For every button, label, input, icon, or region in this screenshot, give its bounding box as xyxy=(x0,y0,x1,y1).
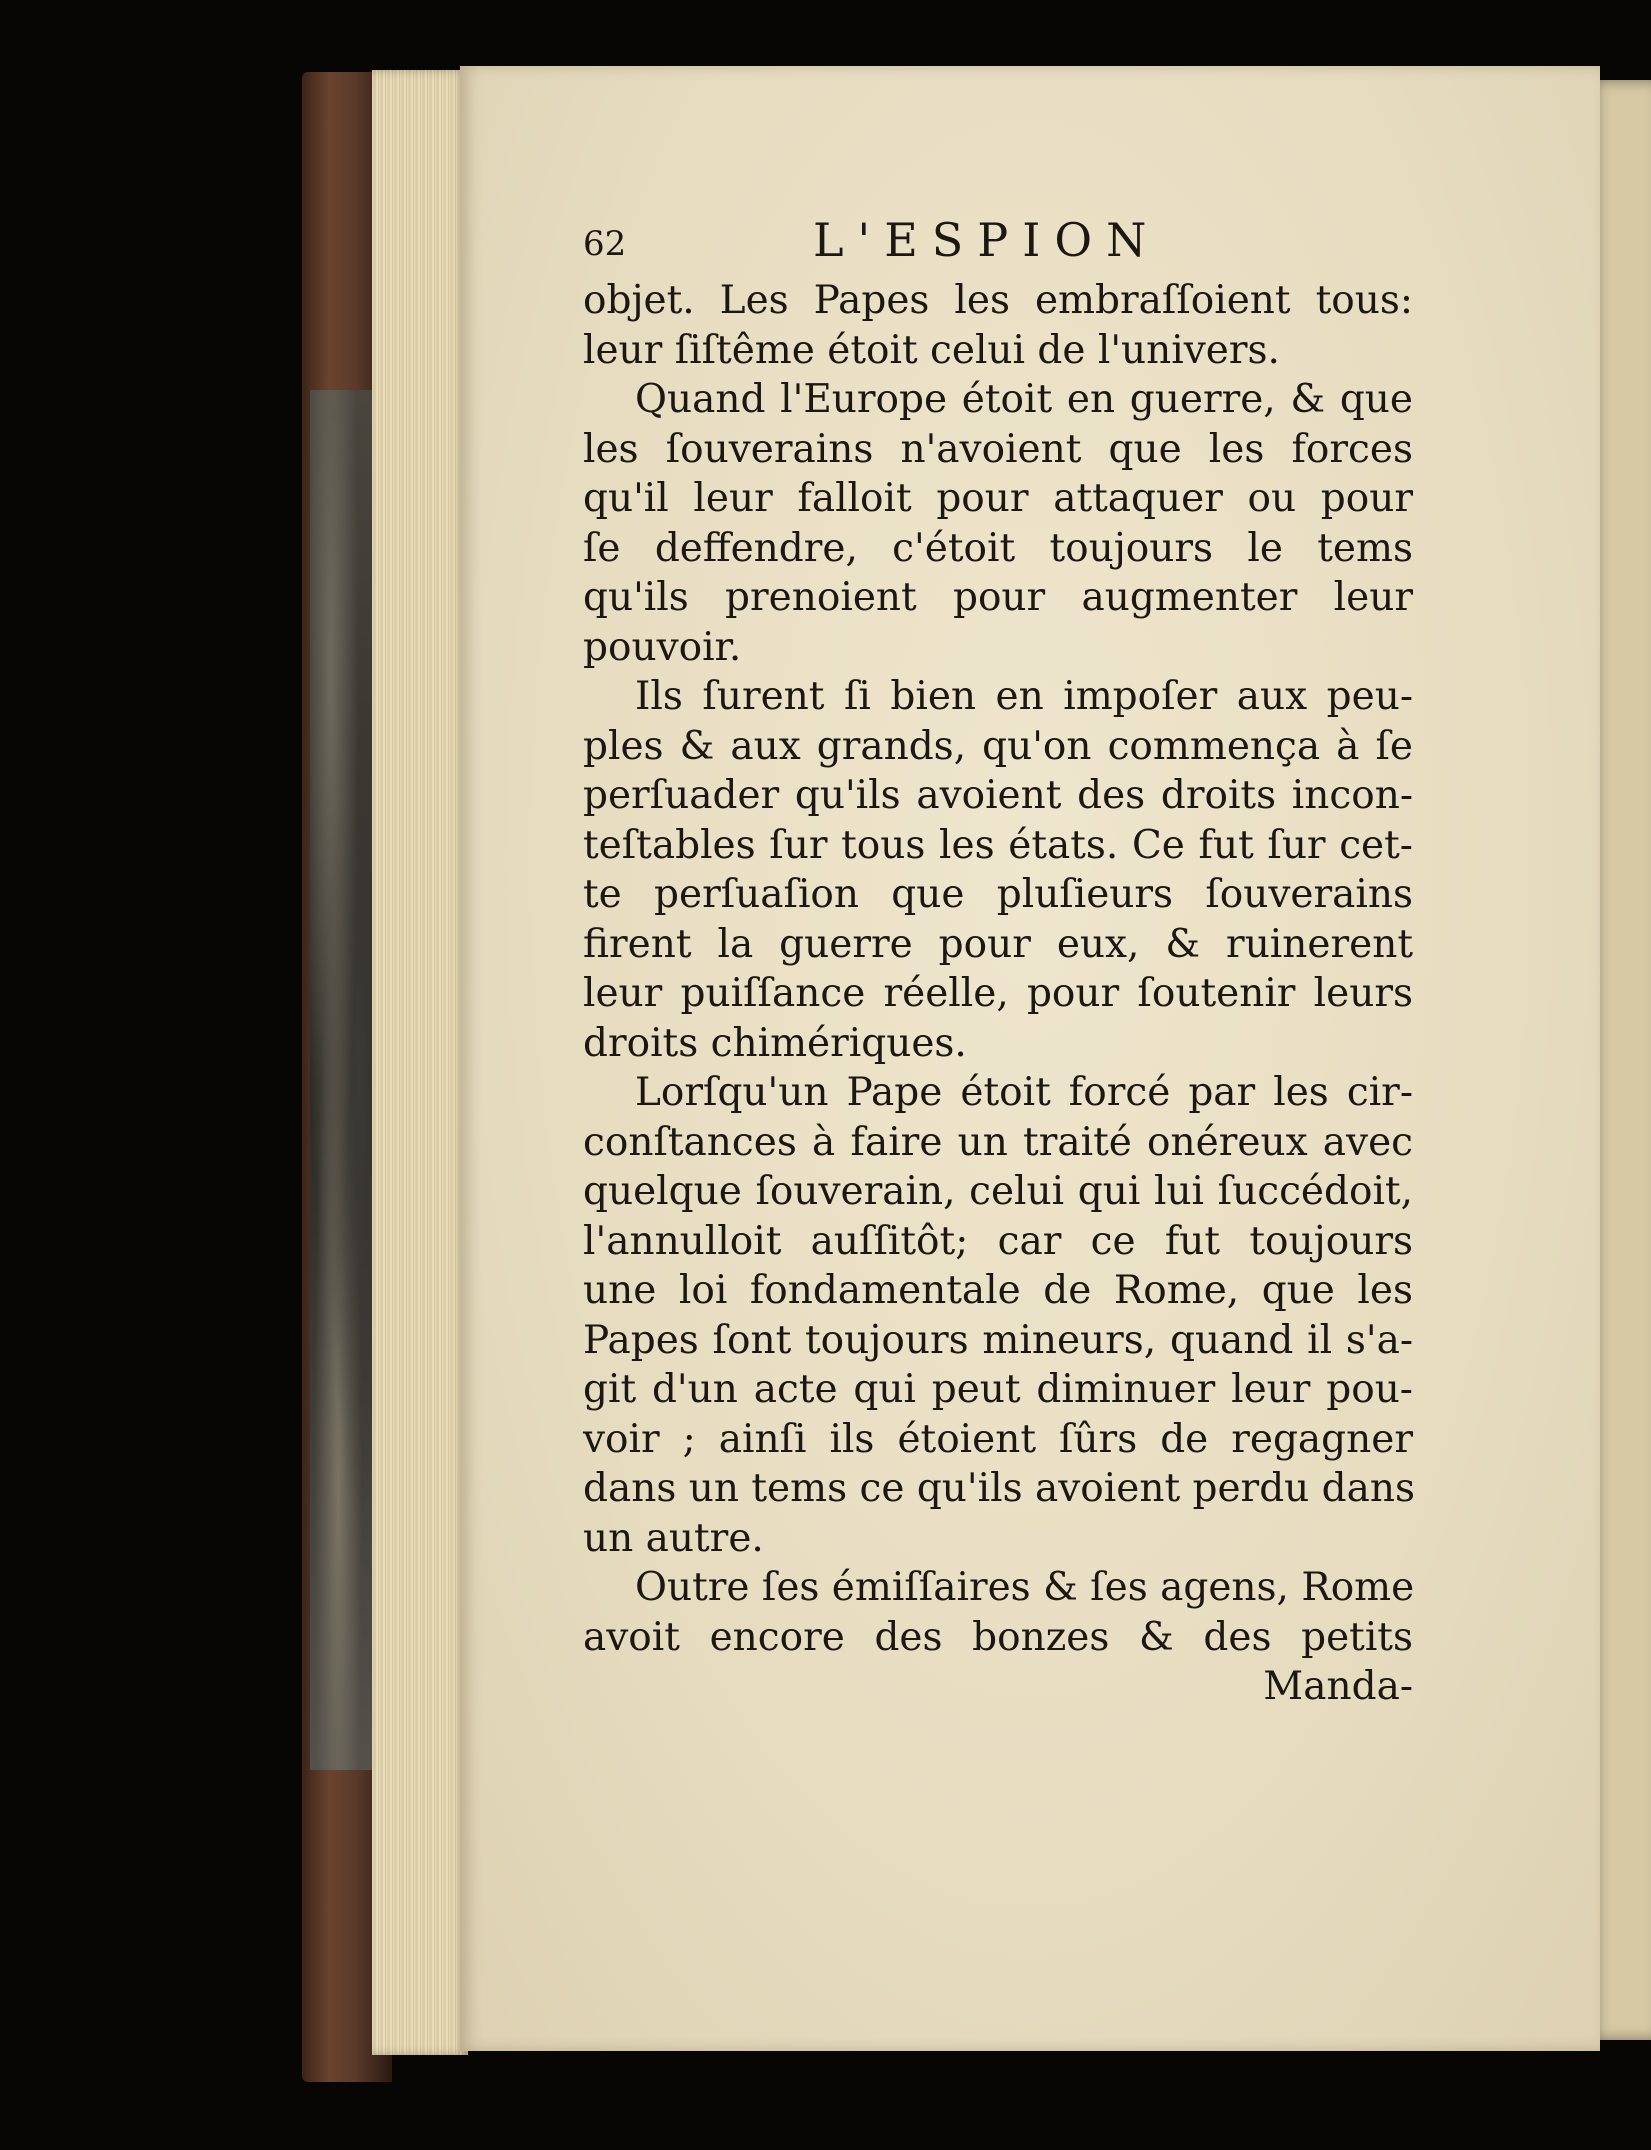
page-number: 62 xyxy=(583,224,627,264)
text-line: pouvoir. xyxy=(583,624,742,670)
marbled-endpaper xyxy=(310,390,380,1770)
text-line: qu'il leur falloit pour attaquer ou pour xyxy=(583,476,1413,521)
text-line: qu'ils prenoient pour augmenter leur xyxy=(583,575,1413,620)
catchword: Manda- xyxy=(1263,1664,1413,1709)
text-line: dans un tems ce qu'ils avoient perdu dans xyxy=(583,1466,1416,1511)
text-line: ſe deffendre, c'étoit toujours le tems xyxy=(583,525,1413,571)
text-line: Quand l'Europe étoit en guerre, & que xyxy=(635,377,1413,422)
text-line: Ils ſurent ſi bien en impoſer aux peu- xyxy=(635,674,1413,719)
text-line: voir ; ainſi ils étoient ſûrs de regagner xyxy=(583,1416,1413,1462)
text-lines xyxy=(583,276,1416,1662)
text-line: teſtables ſur tous les états. Ce fut ſur cet- xyxy=(583,822,1413,868)
text-line: droits chimériques. xyxy=(583,1020,967,1066)
text-line: ples & aux grands, qu'on commença à ſe xyxy=(583,723,1413,769)
text-line: perſuader qu'ils avoient des droits incon- xyxy=(583,773,1413,818)
text-line: te perſuaſion que pluſieurs ſouverains xyxy=(583,872,1413,917)
text-line: leur ſiſtême étoit celui de l'univers. xyxy=(583,327,1280,373)
running-title: L'ESPION xyxy=(813,213,1161,267)
text-line: Papes ſont toujours mineurs, quand il s'a- xyxy=(583,1317,1413,1363)
text-line: une loi fondamentale de Rome, que les xyxy=(583,1268,1413,1313)
text-line: les ſouverains n'avoient que les forces xyxy=(583,426,1413,472)
text-line: Outre ſes émiſſaires & ſes agens, Rome xyxy=(635,1565,1415,1610)
text-line: objet. Les Papes les embraſſoient tous: xyxy=(583,278,1413,323)
text-line: firent la guerre pour eux, & ruinerent xyxy=(583,921,1413,967)
text-line: l'annulloit auſſitôt; car ce fut toujours xyxy=(583,1218,1413,1264)
text-line: avoit encore des bonzes & des petits xyxy=(583,1614,1413,1660)
page-edges xyxy=(372,70,468,2055)
text-line: un autre. xyxy=(583,1515,764,1561)
text-line: leur puiſſance réelle, pour ſoutenir leurs xyxy=(583,971,1413,1016)
text-line: conſtances à faire un traité onéreux avec xyxy=(583,1119,1413,1165)
text-line: Lorſqu'un Pape étoit forcé par les cir- xyxy=(635,1070,1413,1115)
text-line: quelque ſouverain, celui qui lui ſuccédoit, xyxy=(583,1169,1413,1214)
page-text xyxy=(583,213,1416,1712)
running-head xyxy=(583,213,1413,276)
text-line: git d'un acte qui peut diminuer leur pou- xyxy=(583,1367,1413,1412)
